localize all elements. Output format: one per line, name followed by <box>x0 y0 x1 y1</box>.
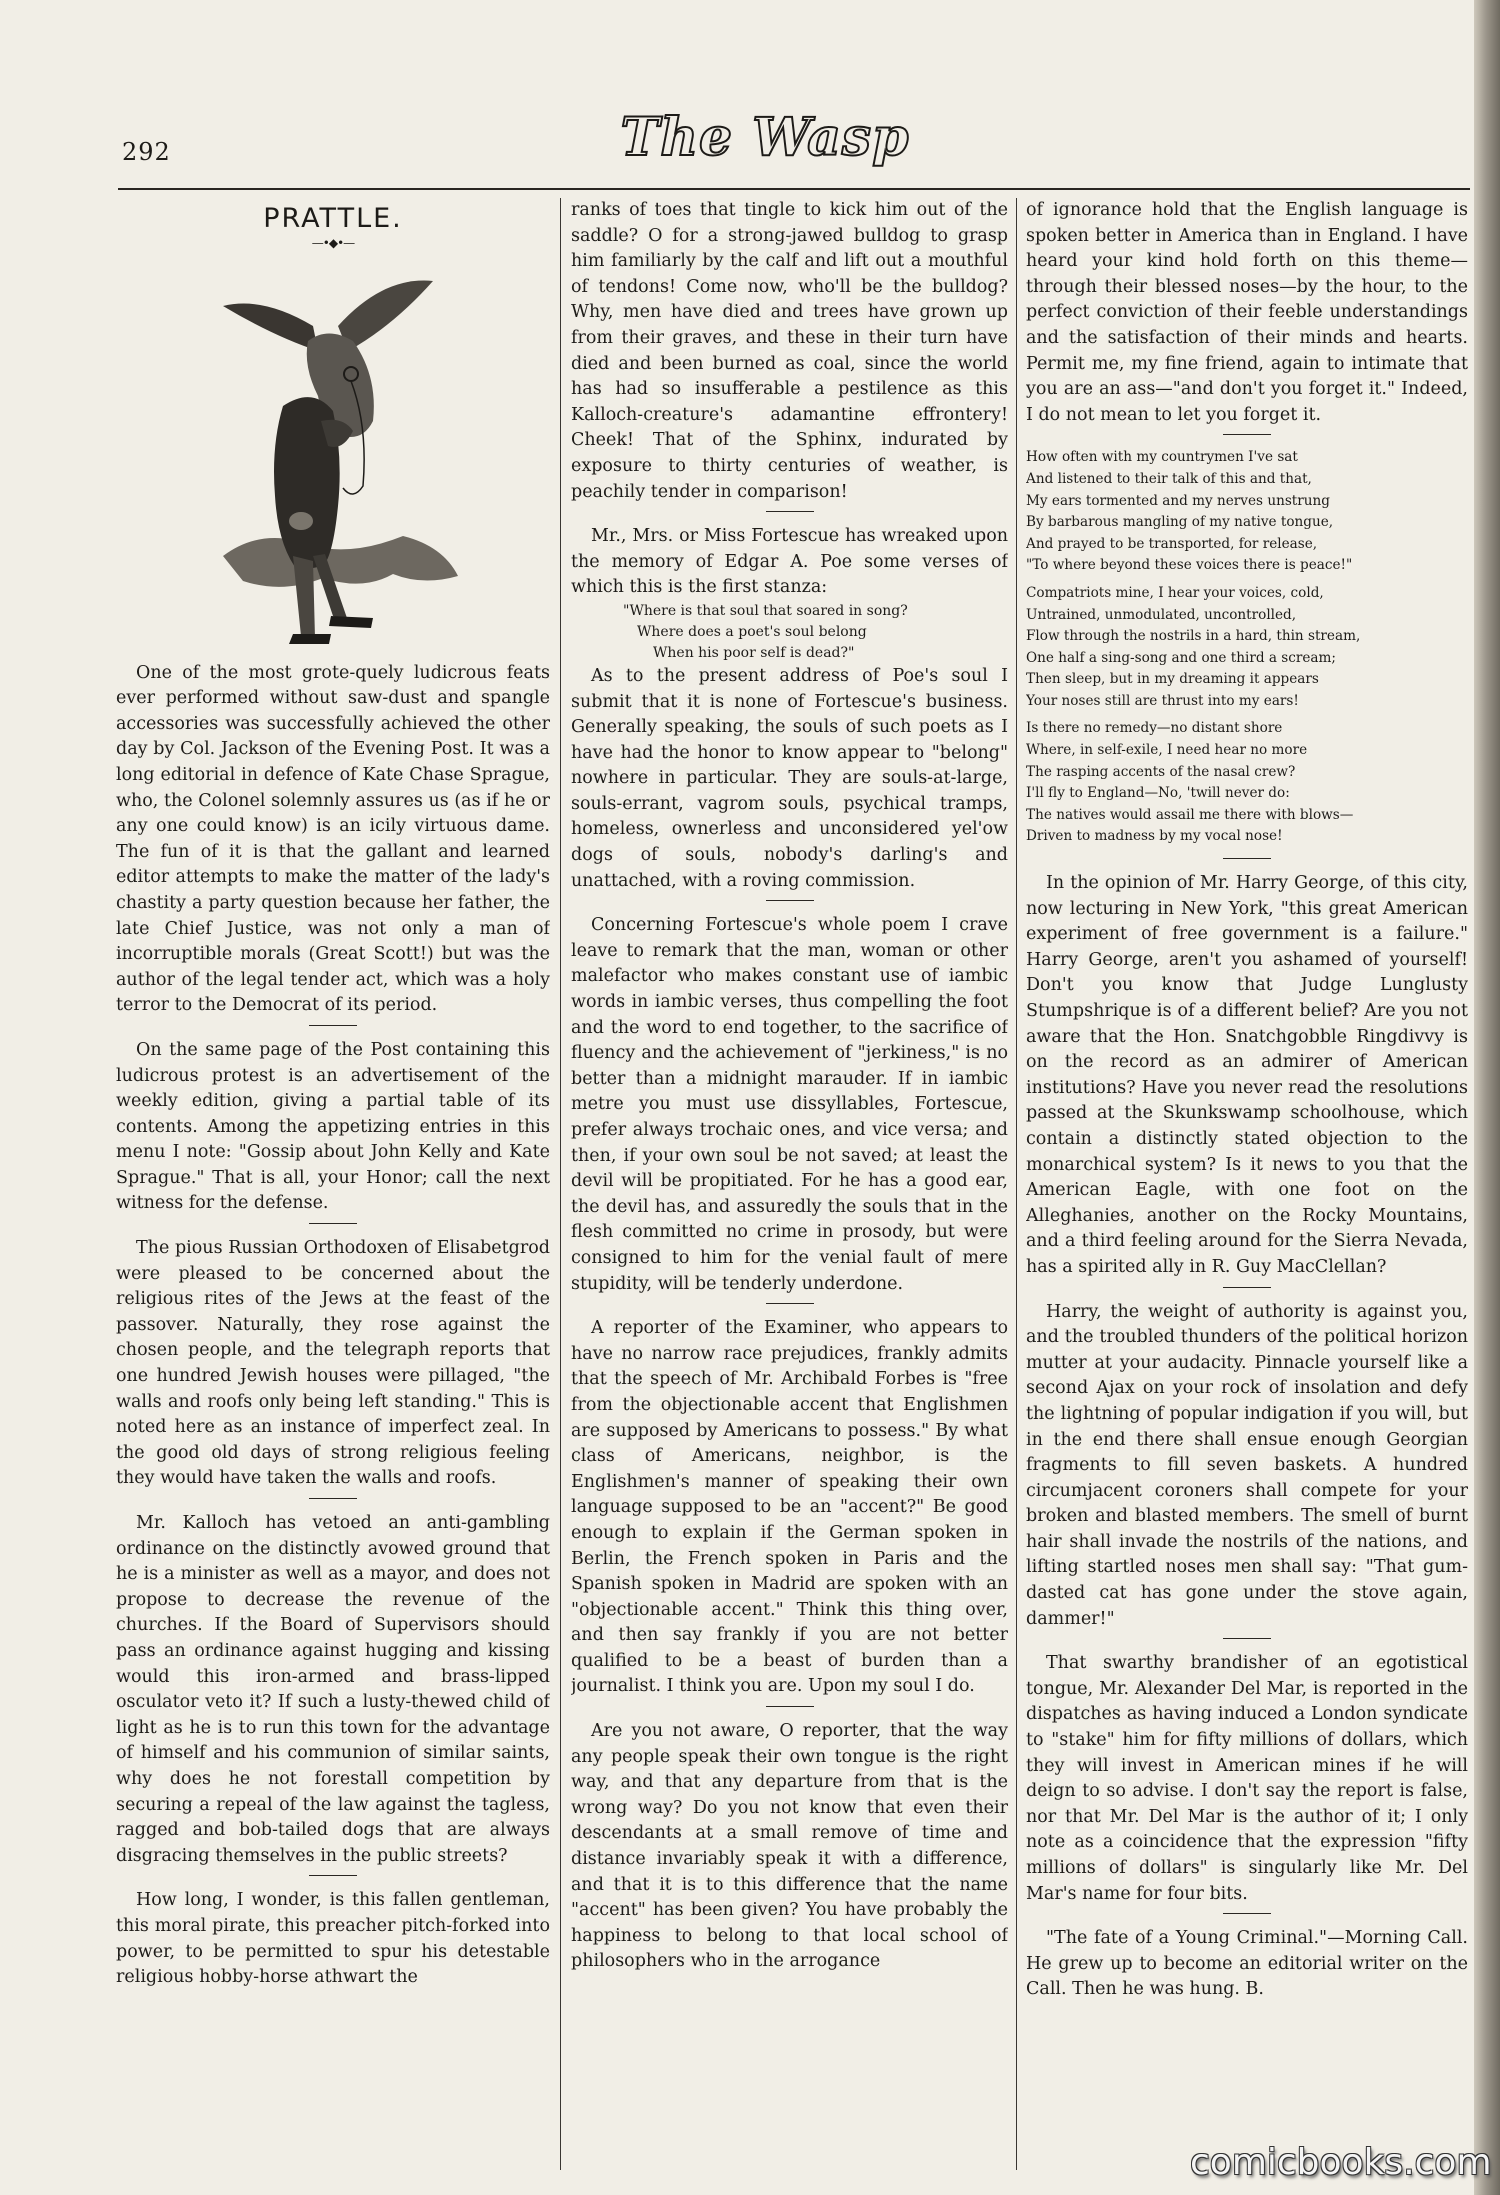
paragraph: As to the present address of Poe's soul I submit that it is none of Fortescue's business. Generally speaking, the souls of such poets as I have had the honor to know appear to "belong" nowhere in particular. They are souls-at-large, souls-errant, vagrom souls, psychical tramps, homeless, ownerless and unconsidered yel'ow dogs of souls, nobody's darling's and unattached, with a roving commission. <box>571 665 1008 891</box>
paragraph: The pious Russian Orthodoxen of Elisabetgrod were pleased to be concerned about the religious rites of the Jews at the feast of the passover. Naturally, they rose against the chosen people, and the telegraph reports that one hundred Jewish houses were pillaged, "the walls and roofs only being left standing." This is noted here as an instance of imperfect zeal. In the good old days of strong religious feeling they would have taken the walls and roofs. <box>116 1238 550 1489</box>
stanza-line: When his poor self is dead?" <box>653 644 855 661</box>
column-1 <box>116 198 550 2160</box>
paragraph: Harry, the weight of authority is against you, and the troubled thunders of the political horizon mutter at your audacity. Pinnacle yourself like a second Ajax on your rock of insolation and defy the lightning of popular indigation if you will, but in the end there shall ensue enough Georgian fragments to fill seven baskets. A hundred circumjacent coroners shall compete for your broken and blasted members. The smell of burnt hair shall invade the nostrils of the nations, and lifting startled noses men shall say: "That gum-dasted cat has gone under the stove again, dammer!" <box>1026 1301 1468 1629</box>
quoted-stanza <box>571 601 1008 664</box>
poem-line: How often with my countrymen I've sat <box>1026 449 1298 466</box>
section-separator <box>1223 1913 1271 1914</box>
section-separator <box>1223 1638 1271 1639</box>
column-divider <box>1016 198 1017 2170</box>
paragraph: On the same page of the Post containing this ludicrous protest is an advertisement of the weekly edition, giving a partial table of its contents. Among the appetizing entries in this menu I note: "Gossip about John Kelly and Kate Sprague." That is all, your Honor; call the next witness for the defense. <box>116 1039 550 1214</box>
poem-line: And prayed to be transported, for release, <box>1026 535 1318 552</box>
section-separator <box>766 900 814 901</box>
title-ornament: —•◆•— <box>311 235 355 250</box>
paragraph: Mr. Kalloch has vetoed an anti-gambling ordinance on the distinctly avowed ground that he is a minister as well as a mayor, and does not propose to decrease the revenue of the churches. If the Board of Supervisors should pass an ordinance against hugging and kissing would this iron-armed and brass-lipped osculator veto it? If such a lusty-thewed child of light as he is to run this town for the advantage of himself and his communion of similar saints, why does he not forestall competition by securing a repeal of the law against the tagless, ragged and bob-tailed dogs that are always disgracing themselves in the public streets? <box>116 1513 550 1866</box>
poem-line: Then sleep, but in my dreaming it appears <box>1026 671 1319 688</box>
column-2 <box>571 198 1008 2160</box>
stanza-line: Where does a poet's soul belong <box>637 623 867 640</box>
donkey-headed-man-illustration <box>203 256 463 651</box>
poem-line: The rasping accents of the nasal crew? <box>1026 763 1296 780</box>
paragraph: "The fate of a Young Criminal."—Morning Call. He grew up to become an editorial writer on the Call. Then he was hung. B. <box>1026 1928 1468 2000</box>
poem-line: Where, in self-exile, I need hear no more <box>1026 742 1308 759</box>
paragraph: Mr., Mrs. or Miss Fortescue has wreaked upon the memory of Edgar A. Poe some verses of which this is the first stanza: <box>571 526 1008 598</box>
poem-line: Flow through the nostrils in a hard, thin stream, <box>1026 628 1361 645</box>
poem-line: I'll fly to England—No, 'twill never do: <box>1026 785 1290 802</box>
section-separator <box>766 1303 814 1304</box>
poem-line: One half a sing-song and one third a scream; <box>1026 649 1336 666</box>
section-separator <box>766 511 814 512</box>
poem-line: The natives would assail me there with blows— <box>1026 806 1354 823</box>
column-3 <box>1026 198 1468 2160</box>
section-separator <box>1223 1287 1271 1288</box>
section-separator <box>309 1223 357 1224</box>
paragraph: One of the most grote-quely ludicrous feats ever performed without saw-dust and spangle accessories was successfully achieved the other day by Col. Jackson of the Evening Post. It was a long editorial in defence of Kate Chase Sprague, who, the Colonel solemnly assures us (as if he or any one could know) is an icily virtuous dame. The fun of it is that the gallant and learned editor attempts to make the matter of the lady's chastity a party question because her father, the late Chief Justice, was not only a man of incorruptible morals (Great Scott!) but was the author of the legal tender act, which was a holy terror to the Democrat of its period. <box>116 662 550 1016</box>
poem-line: "To where beyond these voices there is peace!" <box>1026 557 1353 574</box>
paragraph: Concerning Fortescue's whole poem I crave leave to remark that the man, woman or other malefactor who makes constant use of iambic words in iambic verses, thus compelling the foot and the word to end together, to the sacrifice of fluency and the achievement of "jerkiness," is no better than a midnight marauder. If in iambic metre you must use dissyllables, Fortescue, prefer always trochaic ones, and vice versa; and then, if your own soul be not saved; at least the devil will be propitiated. For he has a good ear, the devil has, and assuredly the souls that in the flesh committed no crime in prosody, but were consigned to him for the venial fault of mere stupidity, will be tenderly underdone. <box>571 915 1008 1294</box>
page-binding-edge <box>1474 0 1500 2195</box>
poem-line: And listened to their talk of this and that, <box>1026 470 1312 487</box>
section-title: PRATTLE. <box>263 203 403 234</box>
section-separator <box>309 1875 357 1876</box>
section-separator <box>766 1706 814 1707</box>
paragraph: A reporter of the Examiner, who appears to have no narrow race prejudices, frankly admits that the speech of Mr. Archibald Forbes is "free from the objectionable accent that Englishmen are supposed by Americans to possess." By what class of Americans, neighbor, is the Englishmen's manner of speaking their own language supposed to be an "accent?" Be good enough to explain if the German spoken in Berlin, the French spoken in Paris and the Spanish spoken in Madrid are spoken with an "objectionable accent." Think this thing over, and then say frankly if you are not better qualified to be a beast of burden than a journalist. I think you are. Upon my soul I do. <box>571 1318 1008 1697</box>
stanza-line: "Where is that soul that soared in song? <box>623 602 908 619</box>
masthead-title: The Wasp <box>620 107 910 168</box>
poem <box>1026 447 1468 848</box>
poem-line: Untrained, unmodulated, uncontrolled, <box>1026 606 1297 623</box>
poem-line: Your noses still are thrust into my ears! <box>1026 692 1299 709</box>
paragraph: ranks of toes that tingle to kick him out of the saddle? O for a strong-jawed bulldog to grasp him familiarly by the calf and lift out a mouthful of tendons! Come now, who'll be the bulldog? Why, men have died and trees have grown up from their graves, and these in their turn have died and been burned as coal, since the world has had so insufferable a pestilence as this Kalloch-creature's adamantine effrontery! Cheek! That of the Sphinx, indurated by exposure to thirty centuries of weather, is peachily tender in comparison! <box>571 200 1008 502</box>
section-separator <box>1223 434 1271 435</box>
section-separator <box>1223 858 1271 859</box>
section-separator <box>309 1025 357 1026</box>
section-separator <box>309 1498 357 1499</box>
poem-line: Compatriots mine, I hear your voices, cold, <box>1026 584 1324 601</box>
paragraph: That swarthy brandisher of an egotistical tongue, Mr. Alexander Del Mar, is reported in the dispatches as having induced a London syndicate to "stake" him for fifty millions of dollars, which they will invest in American mines if he will deign to so advise. I don't say the report is false, nor that Mr. Del Mar is the author of it; I only note as a coincidence that the expression "fifty millions of dollars" is singularly like Mr. Del Mar's name for four bits. <box>1026 1653 1468 1904</box>
paragraph: of ignorance hold that the English language is spoken better in America than in England. I have heard your kind hold forth on this theme—through their blessed noses—by the hour, to the perfect conviction of their feeble understandings and the satisfaction of their minds and hearts. Permit me, my fine friend, again to intimate that you are an ass—"and don't you forget it." Indeed, I do not mean to let you forget it. <box>1026 200 1468 425</box>
site-watermark: comicbooks.com <box>1190 2142 1492 2183</box>
paragraph: In the opinion of Mr. Harry George, of this city, now lecturing in New York, "this great American experiment of free government is a failure." Harry George, aren't you ashamed of yourself! Don't you know that Judge Lunglusty Stumpshrique is of a different belief? Are you not aware that the Hon. Snatchgobble Ringdivvy is on the record as an admirer of American institutions? Have you never read the resolutions passed at the Skunkswamp schoolhouse, which contain a distinctly stated objection to the monarchical system? Is it news to you that the American Eagle, with one foot on the Alleghanies, another on the Rocky Mountains, and a third feeling around for the Sierra Nevada, has a spirited ally in R. Guy MacClellan? <box>1026 873 1468 1277</box>
masthead <box>600 108 930 174</box>
poem-line: My ears tormented and my nerves unstrung <box>1026 492 1330 509</box>
poem-line: Driven to madness by my vocal nose! <box>1026 828 1283 845</box>
poem-line: Is there no remedy—no distant shore <box>1026 720 1283 737</box>
paragraph: Are you not aware, O reporter, that the way any people speak their own tongue is the right way, and that any departure from that is the wrong way? Do you not know that even their descendants at a small remove of time and distance invariably speak it with a difference, and that it is to this difference that the name "accent" has been given? You have probably the happiness to belong to that local school of philosophers who in the arrogance <box>571 1721 1008 1972</box>
column-divider <box>560 198 561 2170</box>
paragraph: How long, I wonder, is this fallen gentleman, this moral pirate, this preacher pitch-forked into power, to be permitted to spur his detestable religious hobby-horse athwart the <box>116 1890 550 1988</box>
header-rule <box>118 188 1470 190</box>
page-number: 292 <box>122 138 171 166</box>
poem-line: By barbarous mangling of my native tongue, <box>1026 514 1334 531</box>
